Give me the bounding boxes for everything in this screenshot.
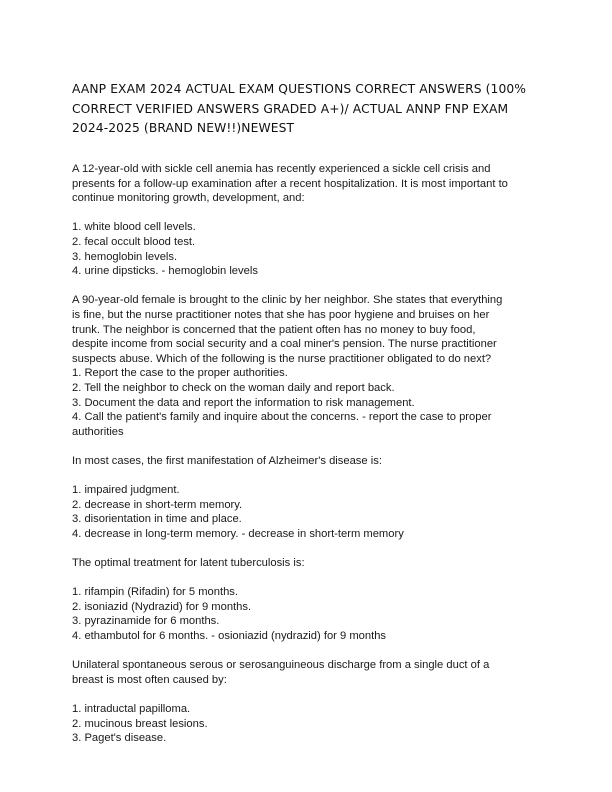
- answer-option: authorities: [72, 425, 124, 438]
- answer-option: 1. white blood cell levels.: [72, 221, 196, 234]
- answer-option: 2. mucinous breast lesions.: [72, 717, 208, 730]
- document-title: [72, 80, 552, 139]
- answer-option: 4. Call the patient's family and inquire about the concerns. - report the case to proper: [72, 411, 492, 424]
- answer-option: 1. rifampin (Rifadin) for 5 months.: [72, 586, 239, 599]
- title-line: 2024-2025 (BRAND NEW!!)NEWEST: [72, 121, 295, 135]
- answer-option: 2. decrease in short-term memory.: [72, 498, 243, 511]
- spacer: [72, 206, 552, 221]
- answer-option: 4. ethambutol for 6 months. - osioniazid (nydrazid) for 9 months: [72, 630, 387, 642]
- question-list: [72, 162, 552, 760]
- answer-option: 1. intraductal papilloma.: [72, 702, 191, 715]
- answer-option: 4. urine dipsticks. - hemoglobin levels: [72, 265, 258, 278]
- title-line: AANP EXAM 2024 ACTUAL EXAM QUESTIONS CORRECT ANSWERS (100%: [72, 82, 527, 96]
- question-block: [72, 556, 552, 644]
- title-line: CORRECT VERIFIED ANSWERS GRADED A+)/ ACTUAL ANNP FNP EXAM: [72, 101, 509, 116]
- question-stem-line: The optimal treatment for latent tuberculosis is:: [72, 557, 305, 570]
- answer-option: 3. pyrazinamide for 6 months.: [72, 615, 220, 628]
- answer-option: 3. disorientation in time and place.: [72, 513, 242, 526]
- question-stem-line: presents for a follow-up examination after a recent hospitalization. It is most important to: [72, 177, 508, 190]
- question-block: [72, 658, 552, 746]
- question-block: [72, 162, 552, 279]
- answer-option: 2. fecal occult blood test.: [72, 235, 196, 248]
- question-stem-line: Unilateral spontaneous serous or serosanguineous discharge from a single duct of a: [72, 659, 490, 672]
- question-block: [72, 454, 552, 542]
- answer-option: 3. hemoglobin levels.: [72, 250, 178, 263]
- answer-option: 3. Document the data and report the information to risk management.: [72, 396, 415, 409]
- question-stem-line: despite income from social security and a coal miner's pension. The nurse practitioner: [72, 338, 497, 351]
- spacer: [72, 571, 552, 586]
- question-stem-line: A 12-year-old with sickle cell anemia has recently experienced a sickle cell crisis and: [72, 163, 491, 175]
- question-stem-line: In most cases, the first manifestation of Alzheimer's disease is:: [72, 454, 382, 467]
- question-stem-line: suspects abuse. Which of the following is the nurse practitioner obligated to do next?: [72, 352, 492, 365]
- question-stem-line: A 90-year-old female is brought to the clinic by her neighbor. She states that everything: [72, 294, 503, 307]
- spacer: [72, 468, 552, 483]
- answer-option: 2. isoniazid (Nydrazid) for 9 months.: [72, 600, 252, 613]
- question-stem-line: trunk. The neighbor is concerned that the patient often has no money to buy food,: [72, 323, 476, 336]
- answer-option: 1. Report the case to the proper authorities.: [72, 367, 288, 380]
- question-stem-line: continue monitoring growth, development, and:: [72, 192, 305, 205]
- question-block: [72, 293, 552, 439]
- answer-option: 3. Paget's disease.: [72, 732, 167, 745]
- spacer: [72, 687, 552, 702]
- answer-option: 4. decrease in long-term memory. - decrease in short-term memory: [72, 527, 404, 540]
- question-stem-line: is fine, but the nurse practitioner notes that she has poor hygiene and bruises on her: [72, 308, 490, 321]
- question-stem-line: breast is most often caused by:: [72, 673, 227, 686]
- answer-option: 1. impaired judgment.: [72, 484, 180, 497]
- answer-option: 2. Tell the neighbor to check on the woman daily and report back.: [72, 381, 395, 394]
